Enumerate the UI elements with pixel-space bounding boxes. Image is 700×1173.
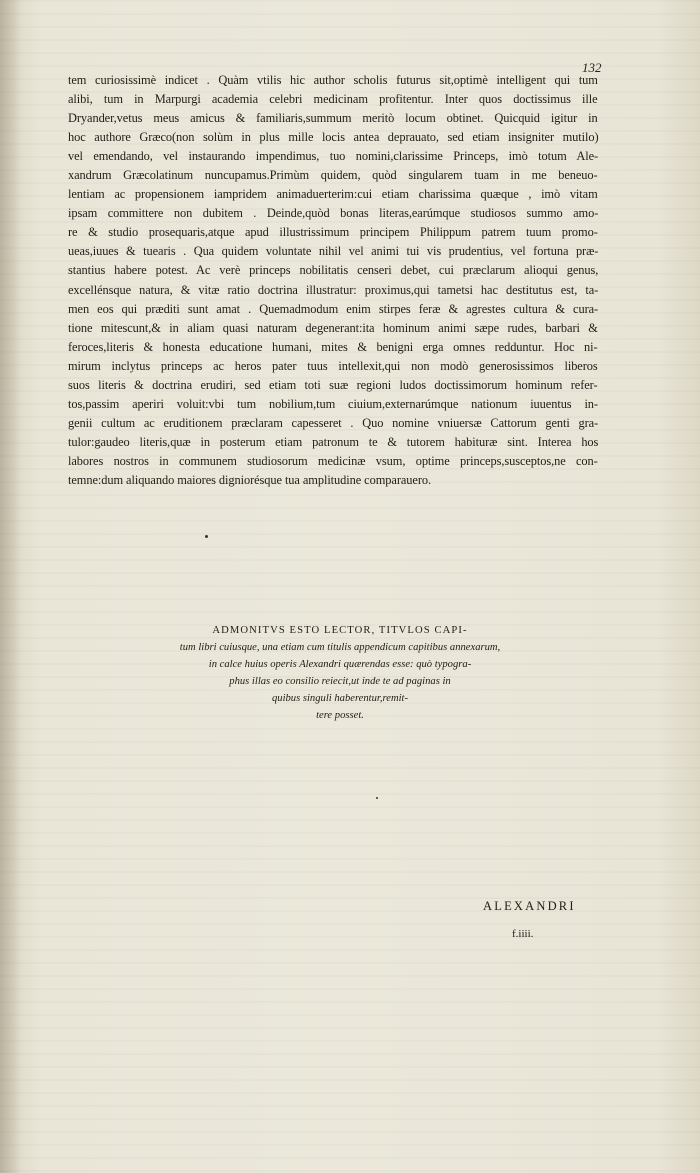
- notice-line: in calce huius operis Alexandri quærendas esse: quò typogra-: [208, 659, 472, 670]
- text-line: hoc authore Græco(non solùm in plus mille locis antea deprauato, sed etiam insigniter mutilo): [68, 130, 599, 145]
- text-line: suos literis & doctrina erudiri, sed etiam toti suæ regioni ludos doctissimorum hominum refer-: [68, 377, 598, 392]
- text-line: tos,passim aperiri voluit:vbi tum nobilium,tum ciuium,externarúmque nationum iuuentus in-: [68, 396, 598, 411]
- signature-mark: f.iiii.: [512, 928, 534, 940]
- text-line: xandrum Græcolatinum nuncupamus.Primùm quidem, quòd singularem tuam in me beneuo-: [68, 168, 598, 183]
- text-line: genii cultum ac eruditionem præclaram capesseret . Quo nomine vniuersæ Cattorum genti gra-: [68, 415, 599, 430]
- reader-notice: [150, 622, 530, 724]
- text-line: stantius habere potest. Ac verè princeps nobilitatis censeri debet, cui præclarum alioqui genus,: [68, 263, 599, 278]
- text-line: temne:dum aliquando maiores digniorésque tua amplitudine comparauero.: [68, 472, 431, 487]
- catchword: ALEXANDRI: [483, 899, 576, 913]
- text-line: feroces,literis & honesta educatione humani, mites & benigni erga omnes redduntur. Hoc ni-: [68, 339, 598, 354]
- text-line: mirum inclytus princeps ac heros pater tuus intellexit,qui non modò generosissimos liberos: [68, 358, 598, 373]
- text-line: tione mitescunt,& in aliam quasi naturam degenerant:ita hominum animi sæpe rudes, barbari &: [68, 320, 598, 335]
- notice-line: phus illas eo consilio reiecit,ut inde te ad paginas in: [229, 676, 451, 687]
- text-line: re & studio prosequaris,atque apud illustrissimum principem Philippum patrem tuum promo-: [68, 225, 598, 240]
- text-line: Dryander,vetus meus amicus & familiaris,summum meritò locum obtinet. Quicquid igitur in: [68, 111, 598, 126]
- folio-number: 132: [582, 60, 602, 75]
- notice-heading: ADMONITVS ESTO LECTOR, TITVLOS CAPI-: [212, 625, 468, 636]
- ink-speck: [205, 535, 208, 538]
- notice-line: quibus singuli haberentur,remit-: [271, 693, 409, 704]
- text-line: alibi, tum in Marpurgi academia celebri medicinam profitentur. Inter quos doctissimus ille: [68, 92, 598, 107]
- text-line: labores nostros in communem studiosorum medicinæ vsum, optime princeps,susceptos,ne con-: [68, 453, 598, 468]
- text-line: ipsam committere non dubitem . Deinde,quòd bonas literas,earúmque studiosos summo amo-: [68, 206, 599, 221]
- notice-line: tere posset.: [316, 710, 364, 721]
- dedication-text: [68, 71, 598, 490]
- text-line: tulor:gaudeo literis,quæ in posterum etiam patronum te & tutorem habituræ sint. Interea hos: [68, 434, 599, 449]
- text-line: ueas,iuues & tuearis . Qua quidem voluntate nihil vel animi tui vis prudentius, vel fortuna præ-: [68, 244, 599, 259]
- notice-line: tum libri cuiusque, una etiam cum titulis appendicum capitibus annexarum,: [179, 642, 501, 653]
- text-line: excellénsque natura, & vitæ ratio doctrina illustratur: proximus,qui tametsi hac destitutus est, ta-: [68, 282, 599, 297]
- text-line: tem curiosissimè indicet . Quàm vtilis hic author scholis futurus sit,optimè intelligent qui tum: [68, 73, 598, 87]
- text-line: men eos qui præditi sunt amat . Quemadmodum enim stirpes feræ & agrestes cultura & cura-: [68, 301, 599, 316]
- text-line: vel emendando, vel instaurando impendimus, tuo nomini,clarissime Princeps, imò totum Ale-: [68, 149, 599, 164]
- text-line: lentiam ac propensionem iampridem animaduerterim:cui etiam charissima quæque , imò vitam: [68, 187, 598, 202]
- ink-speck: [376, 797, 378, 799]
- spine-shadow: [0, 0, 22, 1173]
